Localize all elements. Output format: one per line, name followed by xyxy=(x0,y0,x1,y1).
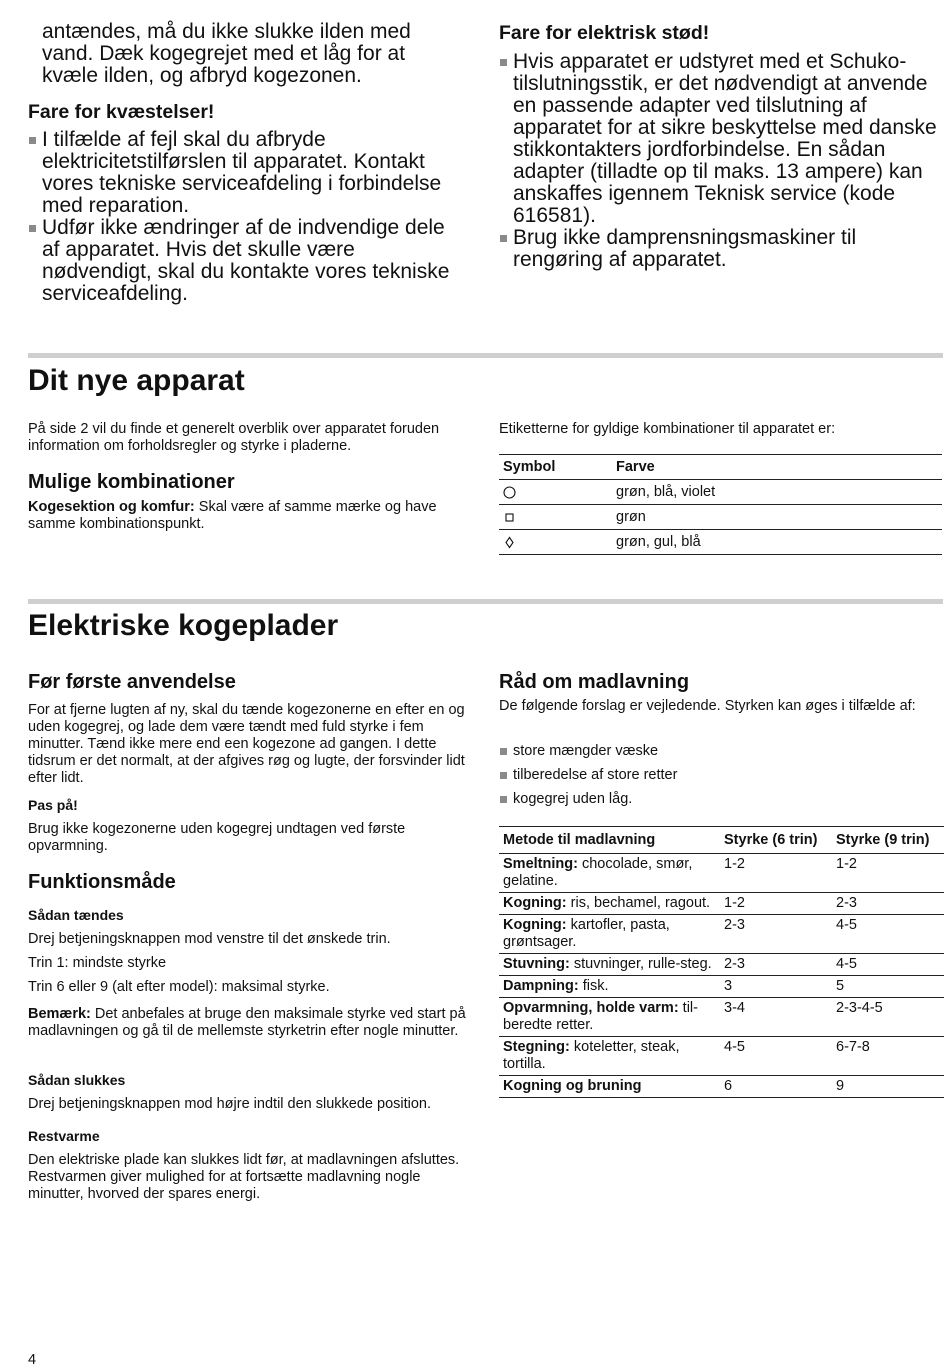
page-number: 4 xyxy=(28,1352,37,1368)
combinations-body: Skal være af samme mærke og have samme kombinationspunkt. xyxy=(28,499,437,532)
list-item: Hvis apparatet er udstyret med et Schuko-tilslutningsstik, er det nødvendigt at anvende en passende adapter ved tilslutning af apparatet for at sikre beskyttelse med danske stikkontakters jordforbindelse. En sådan adapter (tilladte op til maks. 13 ampere) kan anskaffes igennem Teknisk service (kode 616581). xyxy=(499,51,944,227)
method-cell xyxy=(499,915,720,954)
list-item: kogegrej uden låg. xyxy=(499,791,944,808)
method-cell xyxy=(499,998,720,1037)
list-item: Udfør ikke ændringer af de indvendige dele af apparatet. Hvis det skulle være nødvendigt, skal du kontakte vores tekniske serviceafdeling. xyxy=(28,217,468,305)
advice-list xyxy=(499,743,944,808)
method-name: Opvarmning, holde varm: xyxy=(503,1000,679,1016)
method-detail: koteletter, steak, tortilla. xyxy=(503,1039,680,1072)
color-cell: grøn, blå, violet xyxy=(612,480,942,505)
level-6-cell: 2-3 xyxy=(720,915,832,954)
section-divider xyxy=(28,599,943,604)
turn-off-text: Drej betjeningsknappen mod højre indtil den slukkede position. xyxy=(28,1096,432,1112)
shock-warning-list xyxy=(499,51,944,271)
method-name: Kogning og bruning xyxy=(503,1078,642,1094)
advice-heading: Råd om madlavning xyxy=(499,671,690,693)
continuation-text: antændes, må du ikke slukke ilden med vand. Dæk kogegrejet med et låg for at kvæle ilden, og afbryd kogezonen. xyxy=(42,20,411,87)
method-cell xyxy=(499,976,720,998)
color-cell: grøn, gul, blå xyxy=(612,530,942,555)
combinations-text xyxy=(28,499,473,533)
level-9-cell: 6-7-8 xyxy=(832,1037,944,1076)
first-use-text: For at fjerne lugten af ny, skal du tænde kogezonerne en efter en og uden kogegrej, og lade dem være tændt med fuld styrke i fem minutter. Tænd ikke mere end een kogezone ad gangen. I dette tidsrum er det normalt, at der afgives røg og lugte, der forsvinder lidt efter lidt. xyxy=(28,702,465,786)
cooking-table xyxy=(499,826,944,1098)
turn-on-heading: Sådan tændes xyxy=(28,907,124,923)
residual-heat-heading: Restvarme xyxy=(28,1128,100,1144)
method-name: Stuvning: xyxy=(503,956,570,972)
method-detail: stuvninger, rulle-steg. xyxy=(569,956,712,972)
turn-off-heading: Sådan slukkes xyxy=(28,1072,126,1088)
table-row xyxy=(499,893,944,915)
injury-warning-heading: Fare for kvæstelser! xyxy=(28,101,215,123)
table-header: Metode til madlavning xyxy=(499,827,720,854)
method-cell xyxy=(499,1076,720,1098)
labels-intro: Etiketterne for gyldige kombinationer til apparatet er: xyxy=(499,421,836,437)
level-9-cell: 5 xyxy=(832,976,944,998)
intro-text: På side 2 vil du finde et generelt overblik over apparatet foruden information om forholdsregler og styrke i pladerne. xyxy=(28,421,440,454)
table-row xyxy=(499,480,942,505)
method-name: Dampning: xyxy=(503,978,579,994)
injury-warning-list xyxy=(28,129,468,305)
list-item: tilberedelse af store retter xyxy=(499,767,944,784)
level-9-cell: 9 xyxy=(832,1076,944,1098)
level-6-cell: 2-3 xyxy=(720,954,832,976)
symbol-table xyxy=(499,454,942,555)
list-item: I tilfælde af fejl skal du afbryde elektricitetstilførslen til apparatet. Kontakt vores tekniske serviceafdeling i forbindelse med reparation. xyxy=(28,129,468,217)
table-header-row xyxy=(499,827,944,854)
table-header: Farve xyxy=(612,455,942,480)
circle-icon xyxy=(503,486,516,499)
method-name: Kogning: xyxy=(503,895,567,911)
table-row xyxy=(499,998,944,1037)
level-6-cell: 3 xyxy=(720,976,832,998)
method-name: Stegning: xyxy=(503,1039,570,1055)
level-9-cell: 2-3 xyxy=(832,893,944,915)
level-6-cell: 4-5 xyxy=(720,1037,832,1076)
combinations-bold-label: Kogesektion og komfur: xyxy=(28,499,195,515)
section-title-elektriske-kogeplader: Elektriske kogeplader xyxy=(28,609,339,642)
shock-warning-heading: Fare for elektrisk stød! xyxy=(499,22,710,44)
table-header: Styrke (6 trin) xyxy=(720,827,832,854)
caution-text: Brug ikke kogezonerne uden kogegrej undtagen ved første opvarmning. xyxy=(28,821,406,854)
table-header: Styrke (9 trin) xyxy=(832,827,944,854)
residual-heat-text: Den elektriske plade kan slukkes lidt før, at madlavningen afsluttes. Restvarmen giver mulighed for at fortsætte madlavning nogle minutter, hvorved der spares energi. xyxy=(28,1152,460,1202)
method-name: Kogning: xyxy=(503,917,567,933)
table-header: Symbol xyxy=(499,455,612,480)
method-detail: ris, bechamel, ragout. xyxy=(566,895,711,911)
symbol-cell xyxy=(499,480,612,505)
section-title-dit-nye-apparat: Dit nye apparat xyxy=(28,364,245,397)
table-row xyxy=(499,530,942,555)
function-heading: Funktionsmåde xyxy=(28,871,176,893)
method-cell xyxy=(499,954,720,976)
caution-heading: Pas på! xyxy=(28,797,78,813)
section-divider xyxy=(28,353,943,358)
table-row xyxy=(499,1076,944,1098)
table-row xyxy=(499,954,944,976)
table-row xyxy=(499,854,944,893)
method-detail: kartofler, pasta, grøntsager. xyxy=(503,917,670,950)
combinations-heading: Mulige kombinationer xyxy=(28,471,235,493)
symbol-cell xyxy=(499,530,612,555)
first-use-heading: Før første anvendelse xyxy=(28,671,236,693)
level-6-cell: 6 xyxy=(720,1076,832,1098)
method-cell xyxy=(499,1037,720,1076)
note-text xyxy=(28,1006,473,1040)
level-6-cell: 3-4 xyxy=(720,998,832,1037)
level-9-cell: 1-2 xyxy=(832,854,944,893)
table-row xyxy=(499,915,944,954)
method-detail: fisk. xyxy=(578,978,609,994)
note-label: Bemærk: xyxy=(28,1006,91,1022)
method-name: Smeltning: xyxy=(503,856,578,872)
table-header-row xyxy=(499,455,942,480)
level-9-cell: 4-5 xyxy=(832,915,944,954)
turn-on-text: Drej betjeningsknappen mod venstre til det ønskede trin. xyxy=(28,931,391,947)
table-row xyxy=(499,976,944,998)
list-item: store mængder væske xyxy=(499,743,944,760)
method-cell xyxy=(499,893,720,915)
level-9-cell: 2-3-4-5 xyxy=(832,998,944,1037)
level-9-cell: 4-5 xyxy=(832,954,944,976)
method-cell xyxy=(499,854,720,893)
level-6-cell: 1-2 xyxy=(720,893,832,915)
list-item: Brug ikke damprensningsmaskiner til rengøring af apparatet. xyxy=(499,227,944,271)
color-cell: grøn xyxy=(612,505,942,530)
method-detail: chocolade, smør, gelatine. xyxy=(503,856,693,889)
table-row xyxy=(499,505,942,530)
symbol-cell xyxy=(499,505,612,530)
advice-intro: De følgende forslag er vejledende. Styrken kan øges i tilfælde af: xyxy=(499,698,916,714)
table-row xyxy=(499,1037,944,1076)
step-min-text: Trin 1: mindste styrke xyxy=(28,955,167,971)
step-max-text: Trin 6 eller 9 (alt efter model): maksimal styrke. xyxy=(28,979,330,995)
method-detail: til-beredte retter. xyxy=(503,1000,698,1033)
note-body: Det anbefales at bruge den maksimale styrke ved start på madlavningen og gå til de mellemste styrketrin efter nogle minutter. xyxy=(28,1006,466,1039)
diamond-icon xyxy=(503,536,516,549)
square-icon xyxy=(503,511,516,524)
level-6-cell: 1-2 xyxy=(720,854,832,893)
